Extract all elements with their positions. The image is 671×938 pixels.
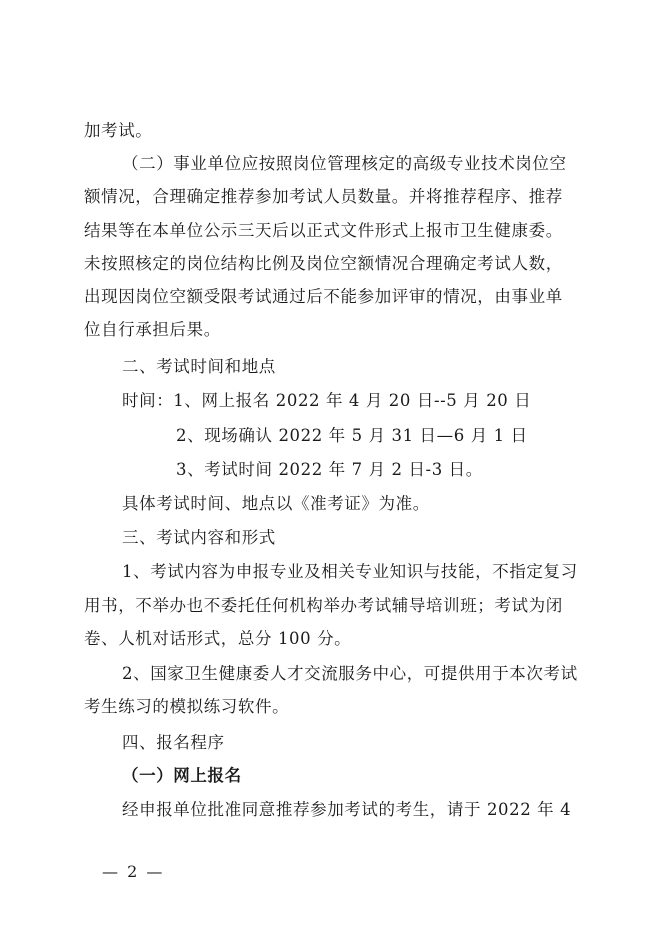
text-line: 具体考试时间、地点以《准考证》为准。 xyxy=(122,494,430,513)
section-heading: 四、报名程序 xyxy=(122,733,225,752)
text-line: 2、国家卫生健康委人才交流服务中心，可提供用于本次考试 xyxy=(122,664,578,683)
text-line: 出现因岗位空额受限考试通过后不能参加评审的情况，由事业单 xyxy=(84,287,563,306)
page-number: — 2 — xyxy=(102,862,165,881)
text-line: 卷、人机对话形式，总分 100 分。 xyxy=(84,629,352,648)
section-heading: 三、考试内容和形式 xyxy=(122,528,276,547)
text-line: 结果等在本单位公示三天后以正式文件形式上报市卫生健康委。 xyxy=(84,221,563,240)
text-line: 未按照核定的岗位结构比例及岗位空额情况合理确定考试人数， xyxy=(84,254,563,273)
text-line: 额情况，合理确定推荐参加考试人员数量。并将推荐程序、推荐 xyxy=(84,187,563,206)
text-line: 位自行承担后果。 xyxy=(84,320,221,339)
subsection-heading: （一）网上报名 xyxy=(122,766,242,785)
text-line: 加考试。 xyxy=(84,121,153,140)
section-heading: 二、考试时间和地点 xyxy=(122,357,276,376)
text-line: 考生练习的模拟练习软件。 xyxy=(84,697,290,716)
text-line: 3、考试时间 2022 年 7 月 2 日-3 日。 xyxy=(176,460,483,479)
text-line: 2、现场确认 2022 年 5 月 31 日—6 月 1 日 xyxy=(176,426,528,445)
text-line: 用书，不举办也不委托任何机构举办考试辅导培训班；考试为闭 xyxy=(84,596,563,615)
text-line: 经申报单位批准同意推荐参加考试的考生，请于 2022 年 4 xyxy=(122,800,572,819)
text-line: 1、考试内容为申报专业及相关专业知识与技能，不指定复习 xyxy=(122,562,578,581)
text-line: （二）事业单位应按照岗位管理核定的高级专业技术岗位空 xyxy=(122,154,567,173)
text-line: 时间：1、网上报名 2022 年 4 月 20 日--5 月 20 日 xyxy=(122,391,532,410)
